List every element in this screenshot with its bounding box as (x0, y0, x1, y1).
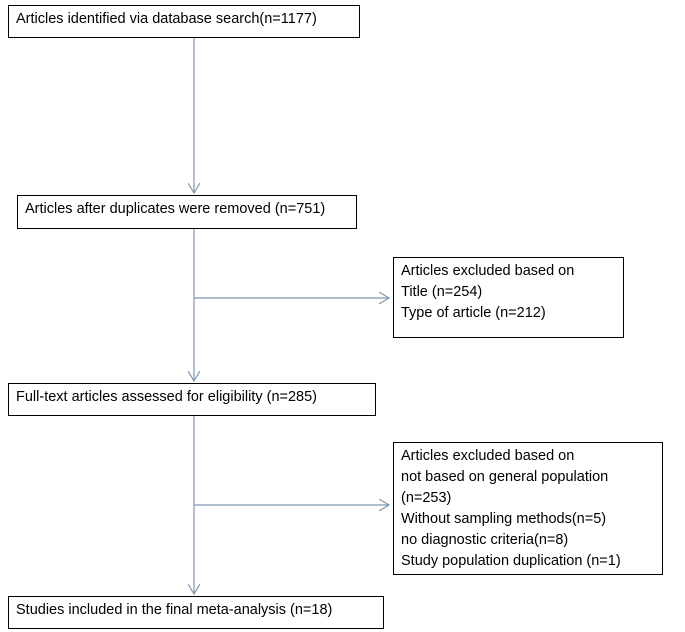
exclusion2-line: (n=253) (401, 490, 452, 506)
identified-articles-text: Articles identified via database search(n=1177) (16, 11, 317, 27)
exclusion-box-2 (393, 442, 663, 575)
final-included-box (8, 596, 384, 629)
exclusion2-line: Articles excluded based on (401, 448, 575, 464)
exclusion2-line: Study population duplication (n=1) (401, 553, 621, 569)
after-duplicates-text: Articles after duplicates were removed (n=751) (25, 201, 326, 217)
exclusion2-line: no diagnostic criteria(n=8) (401, 532, 569, 548)
exclusion2-line: not based on general population (401, 469, 609, 485)
exclusion2-line: Without sampling methods(n=5) (401, 511, 607, 527)
exclusion1-line: Articles excluded based on (401, 263, 575, 279)
identified-articles-box (8, 5, 360, 38)
exclusion1-line: Title (n=254) (401, 284, 483, 300)
exclusion-box-1 (393, 257, 624, 338)
after-duplicates-box (17, 195, 357, 229)
full-text-assessed-text: Full-text articles assessed for eligibility (n=285) (16, 389, 317, 405)
final-included-text: Studies included in the final meta-analysis (n=18) (16, 602, 333, 618)
exclusion1-line: Type of article (n=212) (401, 305, 546, 321)
full-text-assessed-box (8, 383, 376, 416)
